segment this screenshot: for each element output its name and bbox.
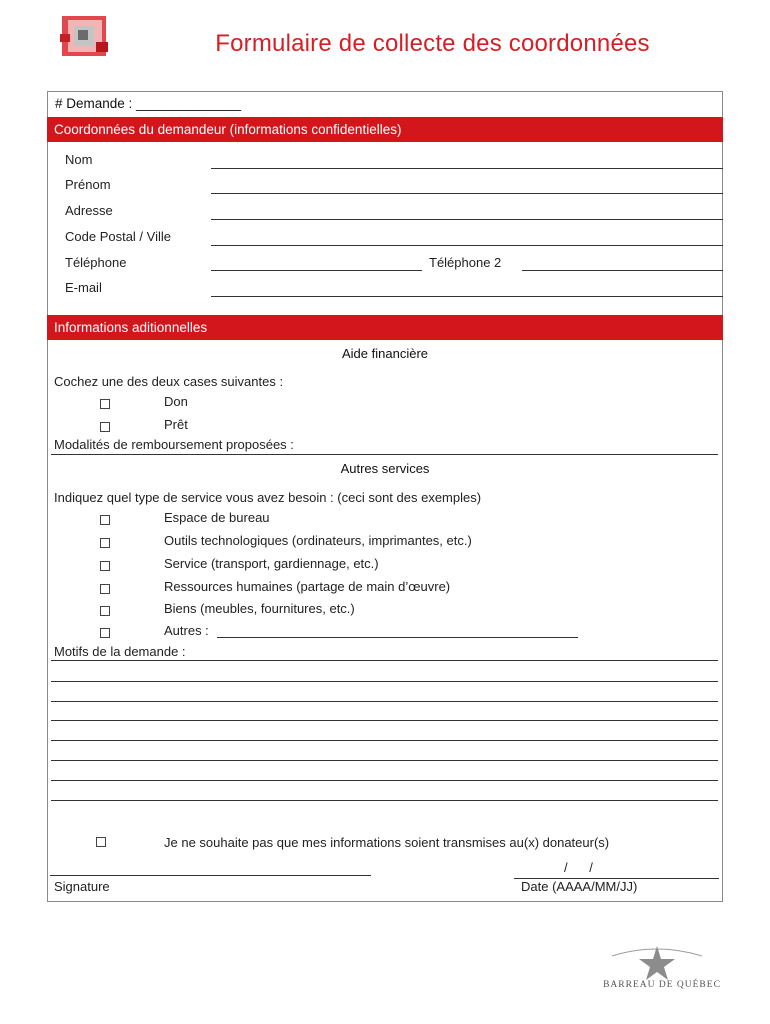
field-label-prenom: Prénom <box>65 177 111 192</box>
outils-checkbox[interactable] <box>100 538 110 548</box>
option-ressources: Ressources humaines (partage de main d’œuvre) <box>164 579 451 594</box>
financial-aid-title: Aide financière <box>342 346 428 361</box>
ressources-checkbox[interactable] <box>100 584 110 594</box>
field-label-telephone2: Téléphone 2 <box>429 255 502 270</box>
pret-checkbox[interactable] <box>100 422 110 432</box>
reasons-label: Motifs de la demande : <box>54 644 186 659</box>
other-services-title: Autres services <box>340 461 430 476</box>
request-number: # Demande : ______________ <box>55 96 242 111</box>
email-input-line[interactable] <box>211 296 723 297</box>
option-pret: Prêt <box>164 417 188 432</box>
field-label-nom: Nom <box>65 152 93 167</box>
financial-instruction: Cochez une des deux cases suivantes : <box>54 374 284 389</box>
option-autres: Autres : <box>164 623 209 638</box>
reasons-line[interactable] <box>51 701 718 702</box>
reasons-line[interactable] <box>51 800 718 801</box>
section-contact-header: Coordonnées du demandeur (informations confidentielles) <box>47 117 723 142</box>
option-outils: Outils technologiques (ordinateurs, imprimantes, etc.) <box>164 533 472 548</box>
espace-bureau-checkbox[interactable] <box>100 515 110 525</box>
reasons-line[interactable] <box>51 740 718 741</box>
field-label-email: E-mail <box>65 280 102 295</box>
brand-name: BARREAU DE QUÉBEC <box>603 980 721 990</box>
reasons-line[interactable] <box>51 760 718 761</box>
reasons-line[interactable] <box>51 720 718 721</box>
reasons-line[interactable] <box>51 780 718 781</box>
don-checkbox[interactable] <box>100 399 110 409</box>
date-slashes: / / <box>564 860 593 875</box>
field-label-telephone: Téléphone <box>65 255 127 270</box>
page-title: Formulaire de collecte des coordonnées <box>215 30 650 57</box>
nom-input-line[interactable] <box>211 168 723 169</box>
prenom-input-line[interactable] <box>211 193 723 194</box>
autres-input-line[interactable] <box>217 637 578 638</box>
option-biens: Biens (meubles, fournitures, etc.) <box>164 601 355 616</box>
service-checkbox[interactable] <box>100 561 110 571</box>
field-label-code-postal: Code Postal / Ville <box>65 229 171 244</box>
option-don: Don <box>164 394 188 409</box>
signature-line[interactable] <box>50 875 371 876</box>
services-instruction: Indiquez quel type de service vous avez besoin : (ceci sont des exemples) <box>54 490 482 505</box>
date-label: Date (AAAA/MM/JJ) <box>521 879 638 894</box>
option-espace-bureau: Espace de bureau <box>164 510 270 525</box>
section-additional-header: Informations aditionnelles <box>47 315 723 340</box>
option-service: Service (transport, gardiennage, etc.) <box>164 556 379 571</box>
repayment-input-line[interactable] <box>51 454 718 455</box>
signature-label: Signature <box>54 879 110 894</box>
consent-label: Je ne souhaite pas que mes informations soient transmises au(x) donateur(s) <box>164 835 610 850</box>
field-label-adresse: Adresse <box>65 203 113 218</box>
telephone2-input-line[interactable] <box>522 270 723 271</box>
adresse-input-line[interactable] <box>211 219 723 220</box>
autres-checkbox[interactable] <box>100 628 110 638</box>
reasons-line[interactable] <box>51 660 718 661</box>
telephone-input-line[interactable] <box>211 270 422 271</box>
repayment-label: Modalités de remboursement proposées : <box>54 437 294 452</box>
biens-checkbox[interactable] <box>100 606 110 616</box>
reasons-line[interactable] <box>51 681 718 682</box>
code-postal-input-line[interactable] <box>211 245 723 246</box>
consent-checkbox[interactable] <box>96 837 106 847</box>
